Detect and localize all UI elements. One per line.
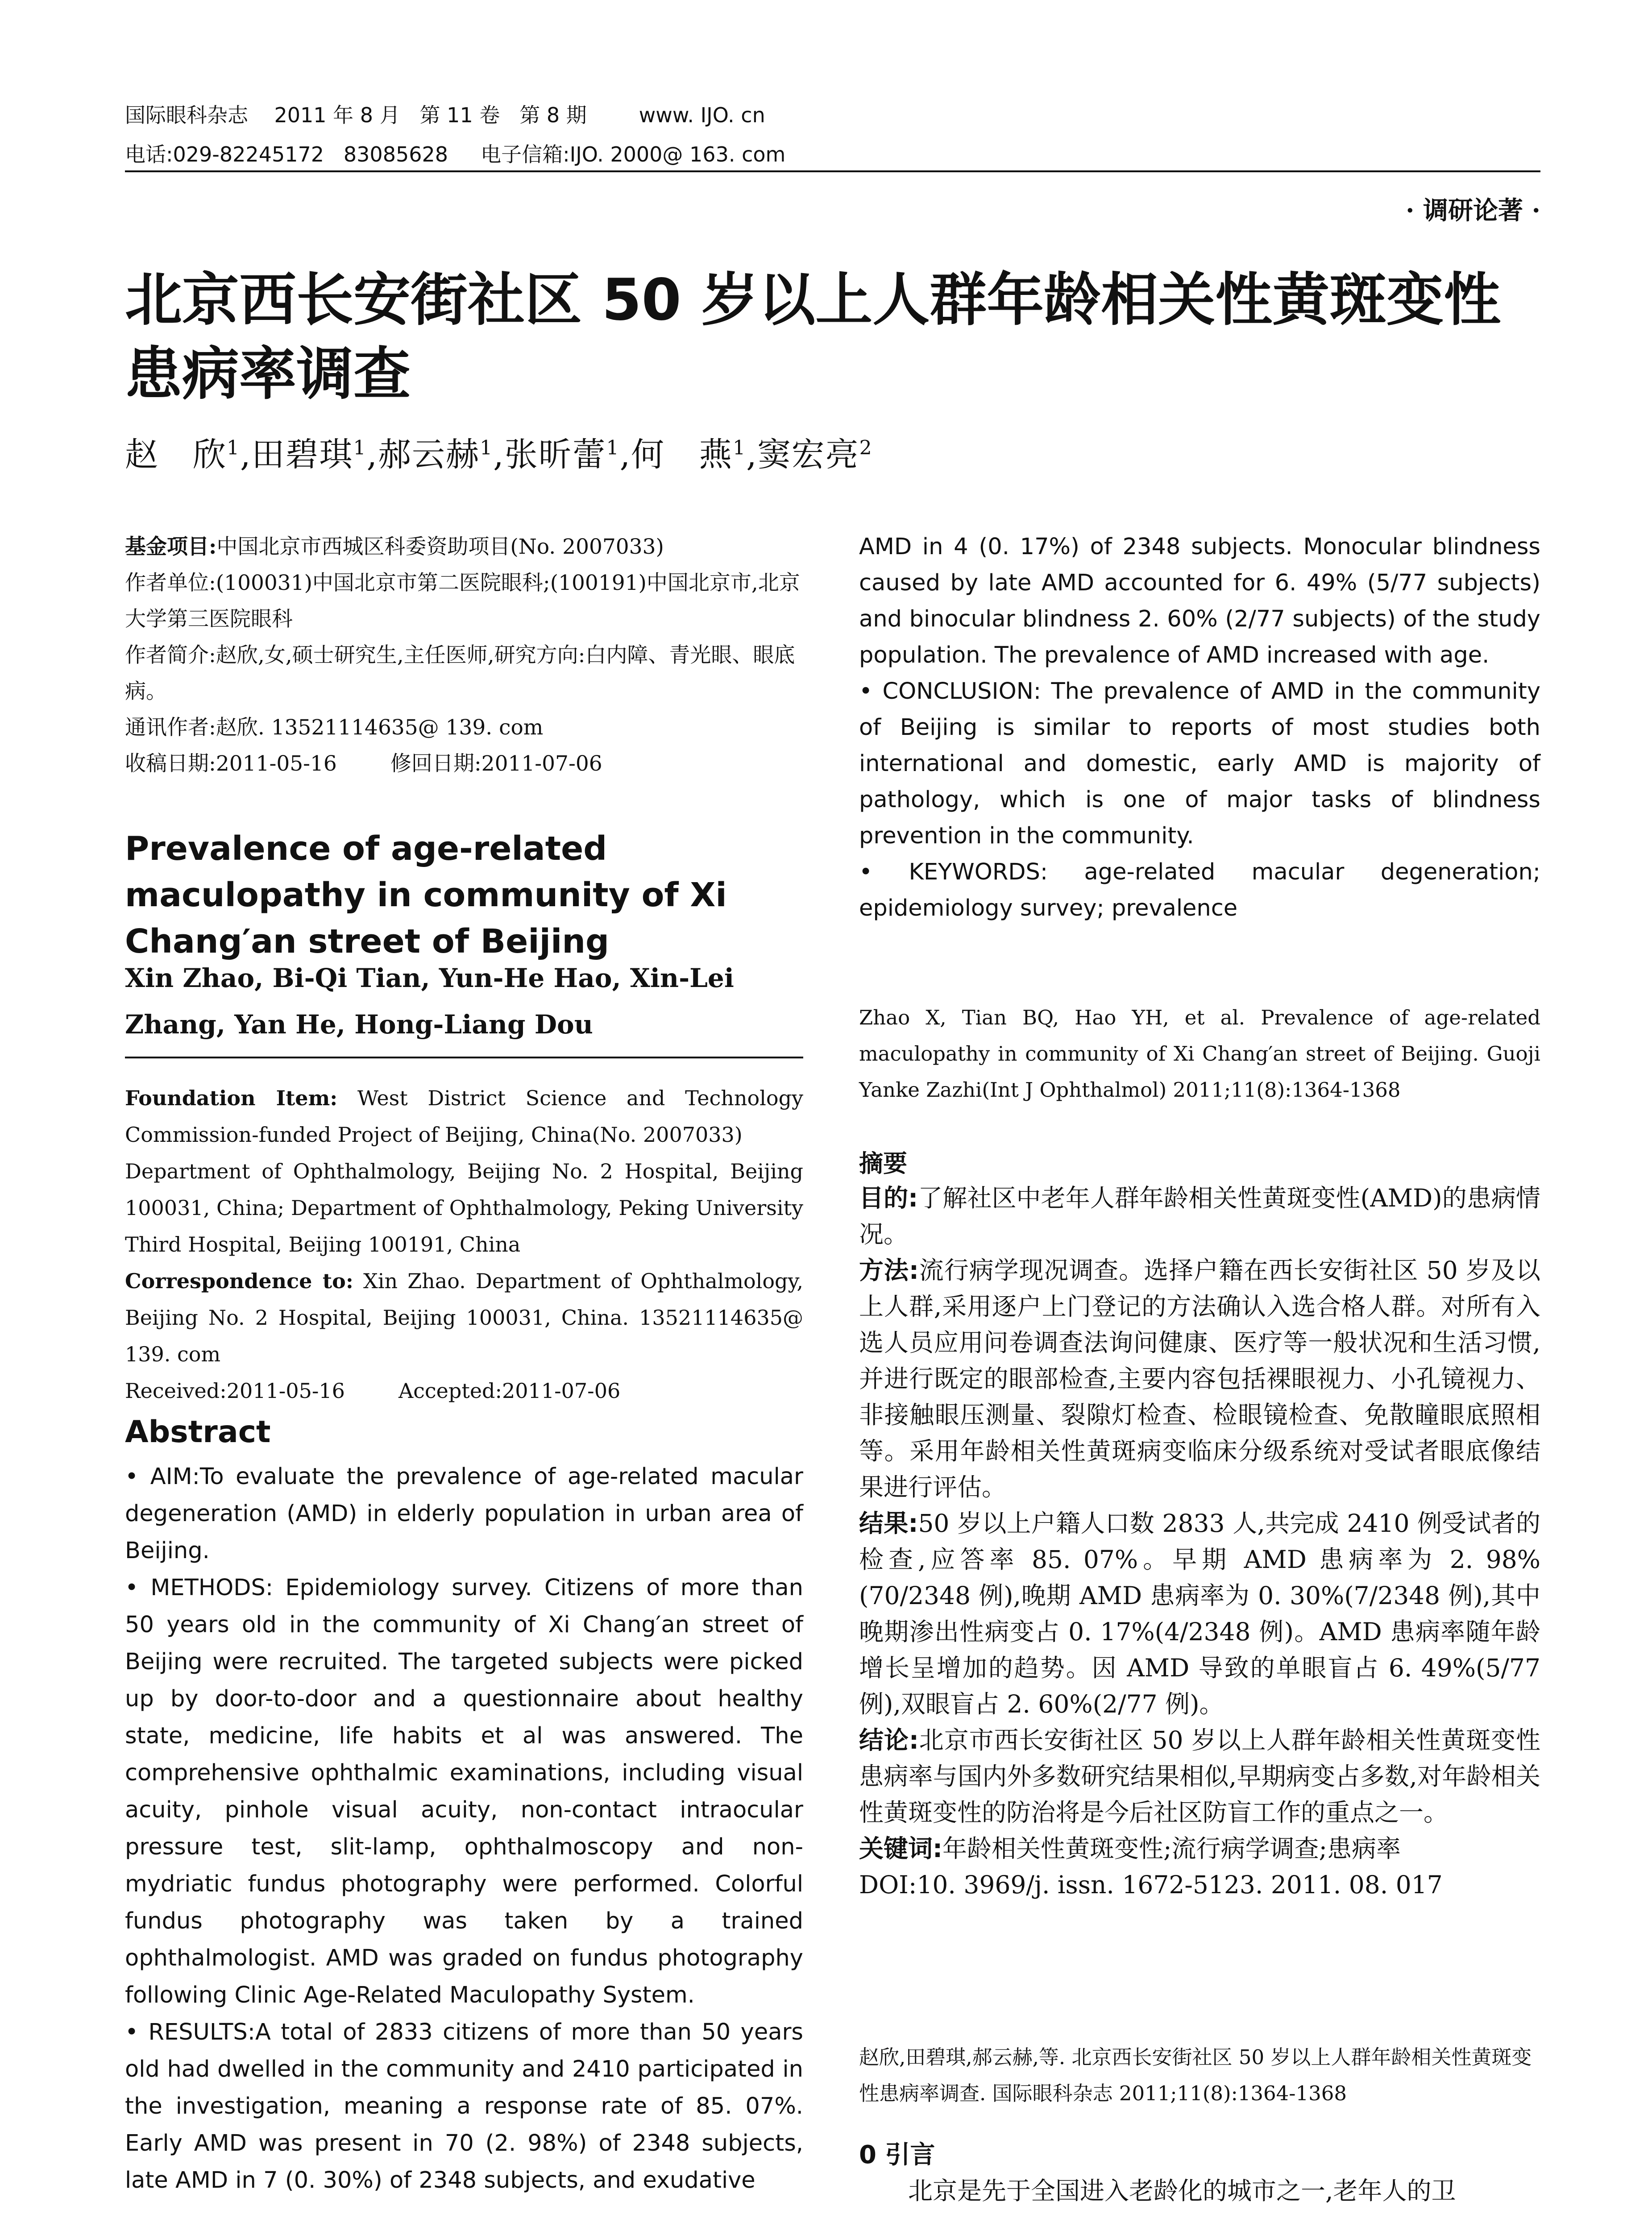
corresponding-author: 通讯作者:赵欣. 13521114635@ 139. com: [125, 715, 544, 740]
abstract-methods: • METHODS: Epidemiology survey. Citizens of more than 50 years old in the community of Xi Chang′an street of Beijing were recruited. The targeted subjects were picked up by door-to-door and a questionnaire about healthy state, medicine, life habits et al was answered. The comprehensive ophthalmic examinations, including visual acuity, pinhole visual acuity, non-contact intraocular pressure test, slit-lamp, ophthalmoscopy and non-mydriatic fundus photography were performed. Colorful fundus photography was taken by a trained ophthalmologist. AMD was graded on fundus photography following Clinic Age-Related Maculopathy System.: [125, 1575, 803, 2008]
author-bio: 作者简介:赵欣,女,硕士研究生,主任医师,研究方向:白内障、青光眼、眼底病。: [125, 643, 795, 704]
article-meta-cn: [125, 529, 803, 782]
abstract-results-cont: AMD in 4 (0. 17%) of 2348 subjects. Monocular blindness caused by late AMD accounted for 6. 49% (5/77 subjects) and binocular blindness 2. 60% (2/77 subjects) of the study population. The prevalence of AMD increased with age.: [859, 534, 1540, 668]
header-rule: [125, 170, 1540, 172]
author-list: 赵 欣$^1$,田碧琪$^1$,郝云赫$^1$,张昕蕾$^1$,何 燕$^1$,窦宏亮$^2$: [125, 435, 873, 474]
affiliation: 作者单位:(100031)中国北京市第二医院眼科;(100191)中国北京市,北京大学第三医院眼科: [125, 571, 800, 631]
section-tag: · 调研论著 ·: [1406, 196, 1540, 225]
cn-conclusion: 结论:北京市西长安街社区 50 岁以上人群年龄相关性黄斑变性患病率与国内外多数研究结果相似,早期病变占多数,对年龄相关性黄斑变性的防治将是今后社区防盲工作的重点之一。: [859, 1726, 1541, 1827]
cn-methods: 方法:流行病学现况调查。选择户籍在西长安街社区 50 岁及以上人群,采用逐户上门登记的方法确认入选合格人群。对所有入选人员应用问卷调查法询问健康、医疗等一般状况和生活习惯,并进行既定的眼部检查,主要内容包括裸眼视力、小孔镜视力、非接触眼压测量、裂隙灯检查、检眼镜检查、免散瞳眼底照相等。采用年龄相关性黄斑病变临床分级系统对受试者眼底像结果进行评估。: [859, 1256, 1541, 1501]
citation-en: Zhao X, Tian BQ, Hao YH, et al. Prevalence of age-related maculopathy in community of Xi Chang′an street of Beijing. Guoji Yanke Zazhi(Int J Ophthalmol) 2011;11(8):1364-1368: [859, 1006, 1540, 1102]
citation-cn: 赵欣,田碧琪,郝云赫,等. 北京西长安街社区 50 岁以上人群年龄相关性黄斑变性患病率调查. 国际眼科杂志 2011;11(8):1364-1368: [859, 2045, 1532, 2105]
affiliation-en: Department of Ophthalmology, Beijing No. 2 Hospital, Beijing 100031, China; Department of Ophthalmology, Peking University Third Hospital, Beijing 100191, China: [125, 1159, 803, 1256]
cn-keywords: 关键词:年龄相关性黄斑变性;流行病学调查;患病率: [859, 1834, 1401, 1863]
author: 张昕蕾$^1$: [504, 435, 620, 474]
author: 窦宏亮$^2$: [757, 435, 873, 474]
funding: 基金项目:中国北京市西城区科委资助项目(No. 2007033): [125, 535, 664, 559]
cn-abstract-heading: 摘要: [859, 1149, 907, 1178]
divider: [125, 1057, 803, 1058]
author: 何 燕$^1$: [631, 435, 747, 474]
abstract-aim: • AIM:To evaluate the prevalence of age-related macular degeneration (AMD) in elderly population in urban area of Beijing.: [125, 1464, 803, 1564]
intro-heading: 0 引言: [859, 2140, 935, 2169]
cn-aim: 目的:了解社区中老年人群年龄相关性黄斑变性(AMD)的患病情况。: [859, 1184, 1540, 1248]
abstract-body-right: [859, 529, 1540, 926]
article-title: 北京西长安街社区 50 岁以上人群年龄相关性黄斑变性患病率调查: [125, 267, 1501, 407]
foundation-item: Foundation Item: West District Science and Technology Commission-funded Project of Beijing, China(No. 2007033): [125, 1086, 804, 1147]
dates: 收稿日期:2011-05-16 修回日期:2011-07-06: [125, 751, 602, 776]
english-title: Prevalence of age-related maculopathy in community of Xi Chang′an street of Beijing: [125, 829, 727, 961]
abstract-results: • RESULTS:A total of 2833 citizens of more than 50 years old had dwelled in the community and 2410 participated in the investigation, meaning a response rate of 85. 07%. Early AMD was present in 70 (2. 98%) of 2348 subjects, late AMD in 7 (0. 30%) of 2348 subjects, and exudative: [125, 2019, 803, 2194]
author: 田碧琪$^1$: [251, 435, 367, 474]
intro-body: 北京是先于全国进入老龄化的城市之一,老年人的卫: [908, 2177, 1456, 2205]
correspondence: Correspondence to: Xin Zhao. Department of Ophthalmology, Beijing No. 2 Hospital, Beijing 100031, China. 13521114635@ 139. com: [125, 1269, 804, 1366]
doi: DOI:10. 3969/j. issn. 1672-5123. 2011. 08. 017: [859, 1870, 1443, 1899]
abstract-body-left: [125, 1458, 803, 2199]
author: 赵 欣$^1$: [125, 435, 240, 474]
journal-header-line1: 国际眼科杂志 2011 年 8 月 第 11 卷 第 8 期 www. IJO. cn: [125, 103, 765, 127]
article-meta-en: [125, 1080, 803, 1409]
cn-abstract-body: [859, 1180, 1540, 1903]
abstract-keywords: • KEYWORDS: age-related macular degeneration; epidemiology survey; prevalence: [859, 859, 1540, 921]
author: 郝云赫$^1$: [378, 435, 494, 474]
cn-results: 结果:50 岁以上户籍人口数 2833 人,共完成 2410 例受试者的检查,应答率 85. 07%。早期 AMD 患病率为 2. 98%(70/2348 例),晚期 AMD 患病率为 0. 30%(7/2348 例),其中晚期渗出性病变占 0. 17%(4/2348 例)。AMD 患病率随年龄增长呈增加的趋势。因 AMD 导致的单眼盲占 6. 49%(5/77 例),双眼盲占 2. 60%(2/77 例)。: [859, 1509, 1541, 1718]
dates-en: Received:2011-05-16 Accepted:2011-07-06: [125, 1379, 621, 1403]
abstract-conclusion: • CONCLUSION: The prevalence of AMD in the community of Beijing is similar to reports of most studies both international and domestic, early AMD is majority of pathology, which is one of major tasks of blindness prevention in the community.: [859, 678, 1540, 849]
journal-header-line2: 电话:029-82245172 83085628 电子信箱:IJO. 2000@ 163. com: [125, 142, 786, 166]
abstract-heading: Abstract: [125, 1414, 271, 1450]
english-authors: Xin Zhao, Bi-Qi Tian, Yun-He Hao, Xin-Lei Zhang, Yan He, Hong-Liang Dou: [125, 963, 734, 1040]
